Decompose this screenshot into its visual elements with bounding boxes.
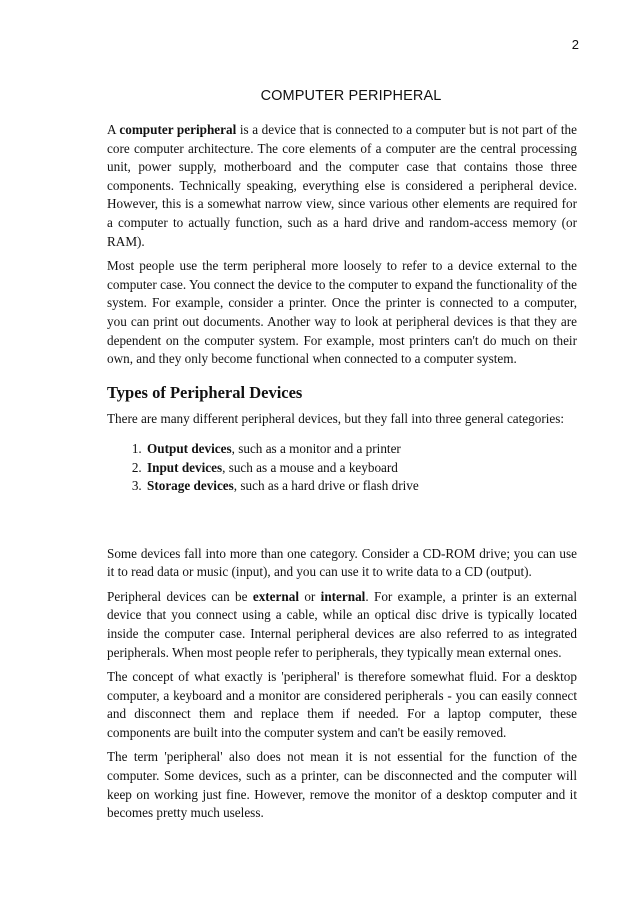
category-list (107, 440, 577, 495)
concept-paragraph: The concept of what exactly is 'peripheral' is therefore somewhat fluid. For a desktop computer, a keyboard and a monitor are considered peripherals - you can easily connect and disconnect them and replace them if needed. For a laptop computer, these components are built into the computer system and can't be easily removed. (107, 669, 577, 740)
page-number: 2 (571, 37, 579, 52)
list-item-text: , such as a hard drive or flash drive (233, 478, 419, 494)
categories-intro: There are many different peripheral devices, but they fall into three general categories: (107, 410, 565, 426)
external-term: external (252, 588, 299, 604)
list-item (145, 477, 577, 495)
section-heading: Types of Peripheral Devices (107, 382, 303, 402)
intro-term: computer peripheral (119, 122, 237, 137)
cdrom-paragraph: Some devices fall into more than one category. Consider a CD-ROM drive; you can use it to read data or music (input), and you can use it to write data to a CD (output). (107, 545, 577, 580)
intro-text: is a device that is connected to a computer but is not part of the core computer architecture. The core elements of a computer are the central processing unit, power supply, motherboard and the computer case that contains those three components. Technically speaking, everything else is considered a peripheral device. However, this is a somewhat narrow view, since various other elements are required for a computer to actually function, such as a hard drive and random-access memory (or RAM). (107, 122, 577, 249)
list-item-term: Input devices (147, 459, 223, 475)
list-item-term: Storage devices (147, 478, 234, 494)
term-paragraph: The term 'peripheral' also does not mean it is not essential for the function of the computer. Some devices, such as a printer, can be disconnected and the computer will keep on working just fine. However, remove the monitor of a desktop computer and it becomes pretty much useless. (107, 749, 577, 821)
page-title: COMPUTER PERIPHERAL (260, 88, 442, 104)
ext-or: or (298, 588, 321, 604)
ext-lead: Peripheral devices can be (107, 588, 253, 604)
list-item-text: , such as a mouse and a keyboard (222, 459, 398, 475)
external-internal-paragraph (107, 588, 577, 662)
list-item (145, 440, 577, 458)
page-content (107, 88, 577, 829)
ext-text: . For example, a printer is an external device that you connect using a cable, while an optical disc drive is typically located inside the computer case. Internal peripheral devices are also referred to as integrated peripherals. When most people refer to peripherals, they typically mean external ones. (107, 588, 578, 660)
spacer (107, 496, 577, 545)
list-item (145, 459, 577, 477)
intro-lead: A (107, 122, 120, 137)
loose-definition-paragraph: Most people use the term peripheral more loosely to refer to a device external to the computer case. You connect the device to the computer to expand the functionality of the system. For example, consider a printer. Once the printer is connected to a computer, you can print out documents. Another way to look at peripheral devices is that they are dependent on the computer system. For example, most printers can't do much on their own, and they only become functional when connected to a computer system. (107, 258, 577, 367)
list-item-text: , such as a monitor and a printer (231, 441, 401, 457)
list-item-term: Output devices (147, 441, 232, 457)
intro-paragraph (107, 121, 577, 251)
internal-term: internal (320, 588, 366, 604)
